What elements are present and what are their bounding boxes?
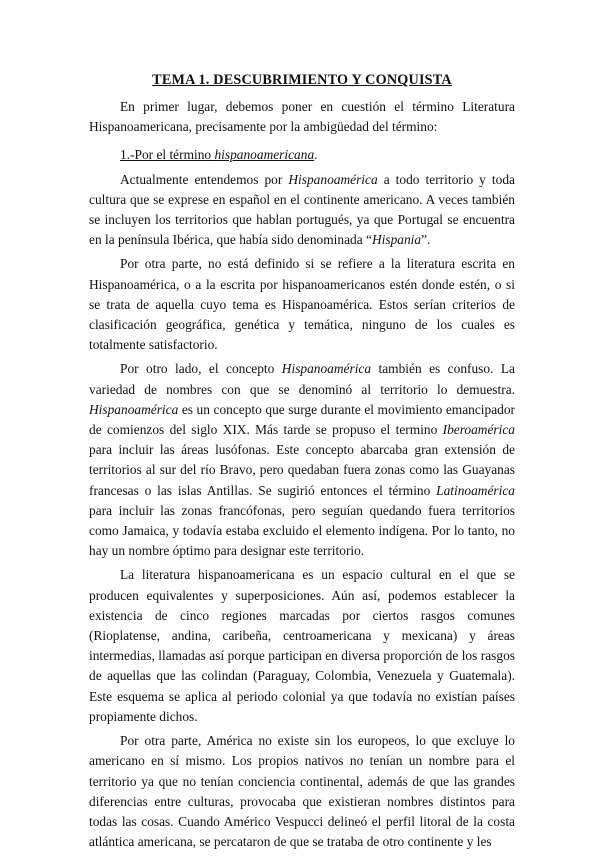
page-title: TEMA 1. DESCUBRIMIENTO Y CONQUISTA <box>152 72 452 88</box>
section-heading-label: 1.-Por el término hispanoamericana <box>120 147 315 163</box>
section-heading: 1.-Por el término hispanoamericana. <box>120 147 318 163</box>
paragraph-1: Actualmente entendemos por Hispanoamérica a todo territorio y toda cultura que se exprese en español en el continente americano. A veces también se incluyen los territorios que hablan portugués, ya que Portugal se encuentra en la península Ibérica, que había sido denominada “Hispania”. <box>89 171 515 248</box>
paragraph-3: Por otro lado, el concepto Hispanoamérica también es confuso. La variedad de nombres con que se denominó al territorio lo demuestra. Hispanoamérica es un concepto que surge durante el movimiento emancipador de comienzos del siglo XIX. Más tarde se propuso el termino Iberoamérica para incluir las áreas lusófonas. Este concepto abarcaba gran extensión de territorios al sur del río Bravo, pero quedaban fuera zonas como las Guayanas francesas o las islas Antillas. Se sugirió entonces el término Latinoamérica para incluir las zonas francófonas, pero seguían quedando fuera territorios como Jamaica, y todavía estaba excluido el elemento indígena. Por lo tanto, no hay un nombre óptimo para designar este territorio. <box>89 361 515 559</box>
paragraph-5: Por otra parte, América no existe sin los europeos, lo que excluye lo americano en sí mismo. Los propios nativos no tenían un nombre para el territorio ya que no tenían conciencia continental, además de que las grandes diferencias entre culturas, provocaba que existieran nombres distintos para todas las cosas. Cuando Américo Vespucci delineó el perfil litoral de la costa atlántica americana, se percataron de que se trataba de otro continente y les <box>89 733 515 850</box>
intro-paragraph: En primer lugar, debemos poner en cuestión el término Literatura Hispanoamericana, precisamente por la ambigüedad del término: <box>89 99 515 135</box>
paragraph-2: Por otra parte, no está definido si se refiere a la literatura escrita en Hispanoamérica, o a la escrita por hispanoamericanos estén donde estén, o si se trata de aquella cuyo tema es Hispanoamérica. Estos serían criterios de clasificación geográfica, genética y temática, ninguno de los cuales es totalmente satisfactorio. <box>89 256 515 353</box>
paragraph-4: La literatura hispanoamericana es un espacio cultural en el que se producen equivalentes y superposiciones. Aún así, podemos establecer la existencia de cinco regiones marcadas por ciertos rasgos comunes (Rioplatense, andina, caribeña, centroamericana y mexicana) y áreas intermedias, llamadas así porque participan en diversa proporción de los rasgos de aquellas que las colindan (Paraguay, Colombia, Venezuela y Guatemala). Este esquema se aplica al periodo colonial ya que todavía no existían países propiamente dichos. <box>89 567 515 724</box>
document-body <box>89 97 515 856</box>
